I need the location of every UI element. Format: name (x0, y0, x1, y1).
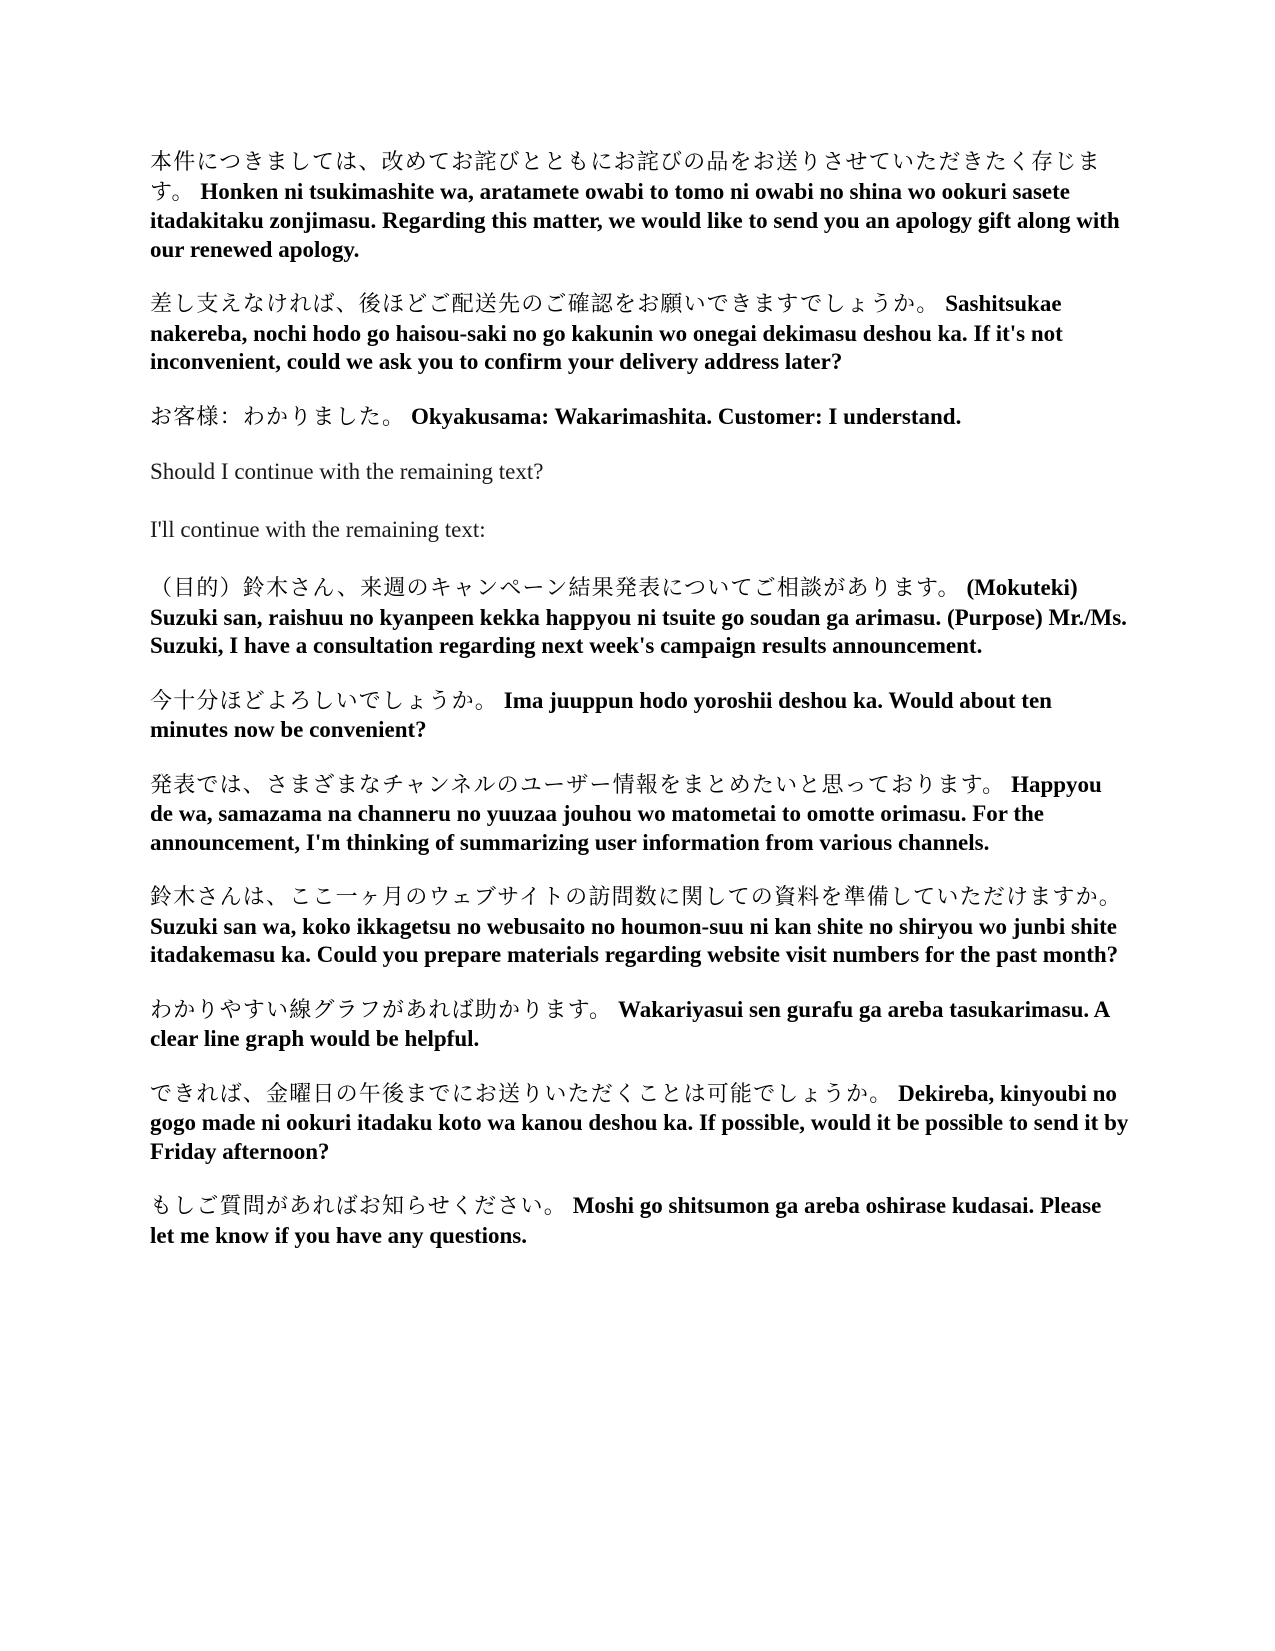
paragraph-purpose (150, 574, 1130, 661)
romaji-translation: Ima juuppun hodo yoroshii deshou ka. Would about ten minutes now be convenient? (150, 687, 1052, 742)
japanese-text: 発表では、さまざまなチャンネルのユーザー情報をまとめたいと思っております。 (150, 772, 1006, 798)
romaji-translation: Moshi go shitsumon ga areba oshirase kudasai. Please let me know if you have any questions. (150, 1193, 1102, 1248)
romaji-translation: Honken ni tsukimashite wa, aratamete owabi to tomo ni owabi no shina wo ookuri sasete itadakitaku zonjimasu. Regarding this matter, we would like to send you an apology gift along with our renewed apology. (150, 178, 1120, 262)
japanese-text: 鈴木さんは、ここ一ヶ月のウェブサイトの訪問数に関しての資料を準備していただけますか。 (150, 885, 1122, 910)
paragraph-questions (150, 1192, 1130, 1250)
paragraph-apology-gift (150, 148, 1130, 264)
paragraph-delivery-address (150, 290, 1130, 377)
note-text: Should I continue with the remaining text? (150, 459, 544, 484)
note-continue-statement (150, 516, 1130, 544)
romaji-translation: Wakariyasui sen gurafu ga areba tasukarimasu. A clear line graph would be helpful. (150, 996, 1109, 1051)
romaji-translation: Happyou de wa, samazama na channeru no yuuzaa jouhou wo matometai to omotte orimasu. For the announcement, I'm thinking of summarizing user information from various channels. (150, 771, 1102, 855)
japanese-text: 本件につきましては、改めてお詫びとともにお詫びの品をお送りさせていただきたく存じます。 (150, 150, 1101, 205)
romaji-translation: Okyakusama: Wakarimashita. Customer: I understand. (410, 403, 962, 429)
paragraph-website-visits (150, 883, 1130, 970)
document-page (150, 148, 1130, 1276)
romaji-translation: Dekireba, kinyoubi no gogo made ni ookuri itadaku koto wa kanou deshou ka. If possible, would it be possible to send it by Friday afternoon? (150, 1080, 1129, 1164)
paragraph-customer-reply (150, 403, 1130, 433)
japanese-text: お客様：わかりました。 (150, 404, 406, 430)
note-continue-question (150, 458, 1130, 486)
paragraph-ten-minutes (150, 687, 1130, 745)
japanese-text: 今十分ほどよろしいでしょうか。 (150, 688, 499, 714)
paragraph-friday-deadline (150, 1080, 1130, 1167)
japanese-text: できれば、金曜日の午後までにお送りいただくことは可能でしょうか。 (150, 1081, 893, 1107)
note-text: I'll continue with the remaining text: (150, 517, 486, 542)
romaji-translation: (Mokuteki) Suzuki san, raishuu no kyanpeen kekka happyou ni tsuite go soudan ga arimasu. (Purpose) Mr./Ms. Suzuki, I have a consultation regarding next week's campaign results announcement. (150, 575, 1127, 658)
paragraph-user-information (150, 771, 1130, 858)
paragraph-line-graph (150, 996, 1130, 1054)
romaji-translation: Suzuki san wa, koko ikkagetsu no webusaito no houmon-suu ni kan shite no shiryou wo junbi shite itadakemasu ka. Could you prepare materials regarding website visit numbers for the past month? (150, 913, 1119, 967)
romaji-translation: Sashitsukae nakereba, nochi hodo go haisou-saki no go kakunin wo onegai dekimasu deshou ka. If it's not inconvenient, could we ask you to confirm your delivery address later? (150, 291, 1063, 374)
japanese-text: もしご質問があればお知らせください。 (150, 1194, 567, 1219)
japanese-text: （目的）鈴木さん、来週のキャンペーン結果発表についてご相談があります。 (150, 576, 961, 601)
japanese-text: わかりやすい線グラフがあれば助かります。 (150, 997, 613, 1023)
japanese-text: 差し支えなければ、後ほどご配送先のご確認をお願いできますでしょうか。 (150, 292, 940, 317)
